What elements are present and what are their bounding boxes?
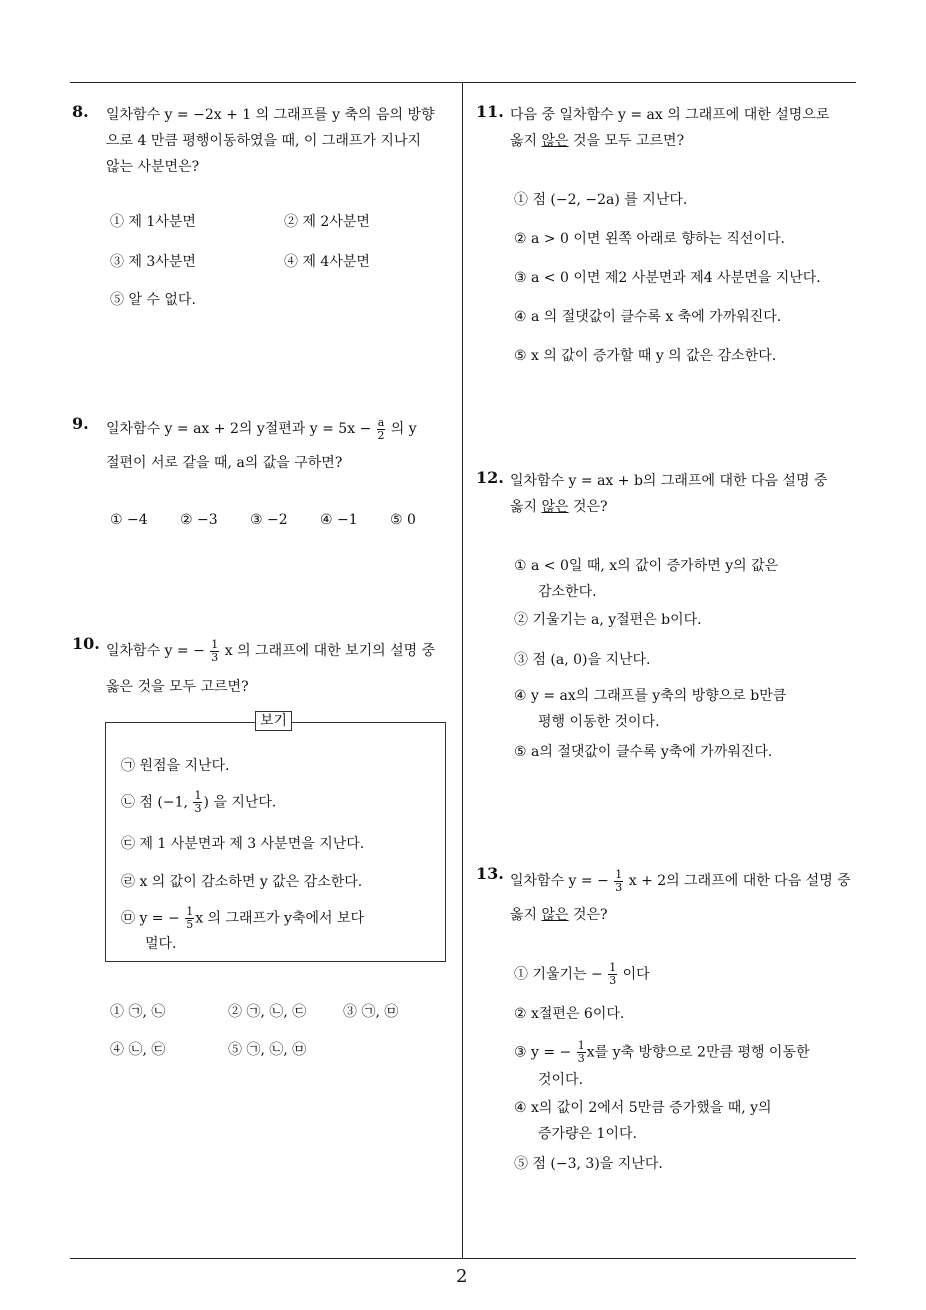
bogi-item: ㉣ x 의 값이 감소하면 y 값은 감소한다. [121, 874, 363, 890]
question-text-line [510, 494, 608, 520]
fraction-numerator: 1 [194, 789, 202, 802]
text-segment: ① 기울기는 − [514, 966, 603, 983]
fraction-numerator: a [377, 415, 385, 429]
text-segment: x를 y축 방향으로 2만큼 평행 이동한 [586, 1044, 810, 1061]
answer-option-continued: 것이다. [538, 1072, 584, 1088]
answer-option: ③ 점 (a, 0)을 지난다. [514, 652, 651, 668]
answer-option: ① 제 1사분면 [110, 214, 196, 230]
question-number: 10. [72, 634, 100, 653]
question-text-line: 옳은 것을 모두 고르면? [106, 679, 249, 695]
question-text-line: 일차함수 y = ax + b의 그래프에 대한 다음 설명 중 [510, 473, 828, 489]
fraction [210, 639, 219, 664]
answer-option: ④ ㉡, ㉢ [110, 1042, 166, 1058]
bogi-item: ㉢ 제 1 사분면과 제 3 사분면을 지난다. [121, 836, 365, 852]
answer-option: ① a < 0일 때, x의 값이 증가하면 y의 값은 [514, 558, 779, 574]
text-segment: ③ y = − [514, 1044, 572, 1061]
answer-option: ⑤ 점 (−3, 3)을 지난다. [514, 1156, 663, 1172]
text-segment: 일차함수 y = − [510, 873, 609, 889]
text-segment: ㉡ 점 (−1, [121, 794, 188, 811]
answer-option: ② ㉠, ㉡, ㉢ [228, 1004, 307, 1020]
question-number: 11. [476, 102, 504, 121]
answer-option: ④ x의 값이 2에서 5만큼 증가했을 때, y의 [514, 1100, 772, 1116]
answer-option: ③ 제 3사분면 [110, 254, 196, 270]
answer-option: ④ y = ax의 그래프를 y축의 방향으로 b만큼 [514, 688, 787, 704]
fraction-denominator: 3 [615, 880, 623, 894]
underlined-word: 않은 [541, 499, 569, 515]
answer-option: ② a > 0 이면 왼쪽 아래로 향하는 직선이다. [514, 231, 785, 247]
fraction-numerator: 1 [577, 1039, 585, 1052]
answer-option: ⑤ 0 [390, 512, 416, 528]
text-segment: 것은? [568, 907, 608, 923]
column-divider [462, 82, 463, 1258]
answer-option: ④ a 의 절댓값이 클수록 x 축에 가까워진다. [514, 309, 782, 325]
fraction [577, 1040, 586, 1065]
answer-option: ③ −2 [250, 512, 288, 528]
question-text-line [510, 902, 608, 928]
answer-option: ③ a < 0 이면 제2 사분면과 제4 사분면을 지난다. [514, 270, 821, 286]
bogi-item [121, 906, 364, 931]
answer-option: ③ ㉠, ㉤ [343, 1004, 399, 1020]
question-text-line [106, 638, 435, 664]
text-segment: ) 을 지난다. [203, 794, 277, 811]
text-segment: x + 2의 그래프에 대한 다음 설명 중 [628, 873, 851, 889]
bottom-rule [70, 1258, 856, 1259]
bogi-item [121, 790, 276, 815]
answer-option [514, 1040, 810, 1065]
question-8 [72, 102, 457, 322]
question-text-line [510, 128, 684, 154]
answer-option-continued: 감소한다. [538, 584, 597, 600]
answer-option: ④ −1 [320, 512, 358, 528]
answer-option: ④ 제 4사분면 [284, 254, 370, 270]
text-segment: x 의 그래프가 y축에서 보다 [195, 910, 365, 927]
text-segment: 것을 모두 고르면? [568, 133, 685, 149]
question-9 [72, 414, 457, 534]
question-text-line: 절편이 서로 같을 때, a의 값을 구하면? [106, 455, 343, 471]
answer-option-continued: 증가량은 1이다. [538, 1126, 637, 1142]
fraction [185, 906, 194, 931]
fraction-numerator: 1 [615, 867, 623, 881]
fraction-numerator: 1 [609, 961, 617, 974]
fraction [193, 790, 202, 815]
question-text-line: 일차함수 y = −2x + 1 의 그래프를 y 축의 음의 방향 [106, 107, 435, 123]
fraction-denominator: 3 [577, 1052, 585, 1065]
text-segment: 일차함수 y = ax + 2의 y절편과 y = 5x − [106, 421, 372, 437]
question-text-line [510, 868, 851, 894]
question-text-line: 않는 사분면은? [106, 159, 200, 175]
fraction-denominator: 3 [609, 974, 617, 987]
text-segment: 것은? [568, 499, 608, 515]
fraction [377, 417, 386, 442]
question-11 [476, 102, 861, 372]
underlined-word: 않은 [541, 133, 569, 149]
text-segment: 옳지 [510, 133, 542, 149]
text-segment: 옳지 [510, 907, 542, 923]
question-text-line [106, 416, 417, 442]
answer-option: ② −3 [180, 512, 218, 528]
fraction-denominator: 3 [194, 802, 202, 815]
answer-option: ⑤ ㉠, ㉡, ㉤ [228, 1042, 307, 1058]
question-text-line: 다음 중 일차함수 y = ax 의 그래프에 대한 설명으로 [510, 107, 830, 123]
bogi-item: ㉠ 원점을 지난다. [121, 758, 230, 774]
question-12 [476, 468, 861, 768]
answer-option: ① −4 [110, 512, 148, 528]
fraction [614, 869, 623, 894]
page-number: 2 [456, 1266, 468, 1287]
text-segment: ㉤ y = − [121, 910, 180, 927]
answer-option: ② 제 2사분면 [284, 214, 370, 230]
fraction-denominator: 5 [186, 918, 194, 931]
fraction-denominator: 3 [211, 650, 219, 664]
bogi-item-continued: 멀다. [145, 936, 177, 952]
question-13 [476, 864, 861, 1184]
question-number: 8. [72, 102, 89, 121]
answer-option: ⑤ 알 수 없다. [110, 292, 196, 308]
answer-option: ⑤ a의 절댓값이 클수록 y축에 가까워진다. [514, 744, 773, 760]
fraction [608, 962, 617, 987]
text-segment: 일차함수 y = − [106, 643, 205, 659]
text-segment: x 의 그래프에 대한 보기의 설명 중 [224, 643, 436, 659]
answer-option [514, 962, 650, 987]
underlined-word: 않은 [541, 907, 569, 923]
text-segment: 옳지 [510, 499, 542, 515]
answer-option: ② x절편은 6이다. [514, 1006, 625, 1022]
answer-option: ⑤ x 의 값이 증가할 때 y 의 값은 감소한다. [514, 348, 777, 364]
fraction-denominator: 2 [377, 428, 385, 442]
question-text-line: 으로 4 만큼 평행이동하였을 때, 이 그래프가 지나지 [106, 133, 421, 149]
fraction-numerator: 1 [211, 637, 219, 651]
answer-option: ① 점 (−2, −2a) 를 지난다. [514, 192, 688, 208]
answer-option: ① ㉠, ㉡ [110, 1004, 166, 1020]
question-number: 12. [476, 468, 504, 487]
question-number: 13. [476, 864, 504, 883]
question-number: 9. [72, 414, 89, 433]
bogi-label: 보기 [255, 711, 292, 731]
top-rule [70, 82, 856, 83]
text-segment: 이다 [622, 966, 650, 983]
answer-option-continued: 평행 이동한 것이다. [538, 714, 660, 730]
fraction-numerator: 1 [186, 905, 194, 918]
answer-option: ② 기울기는 a, y절편은 b이다. [514, 612, 702, 628]
text-segment: 의 y [390, 421, 417, 437]
